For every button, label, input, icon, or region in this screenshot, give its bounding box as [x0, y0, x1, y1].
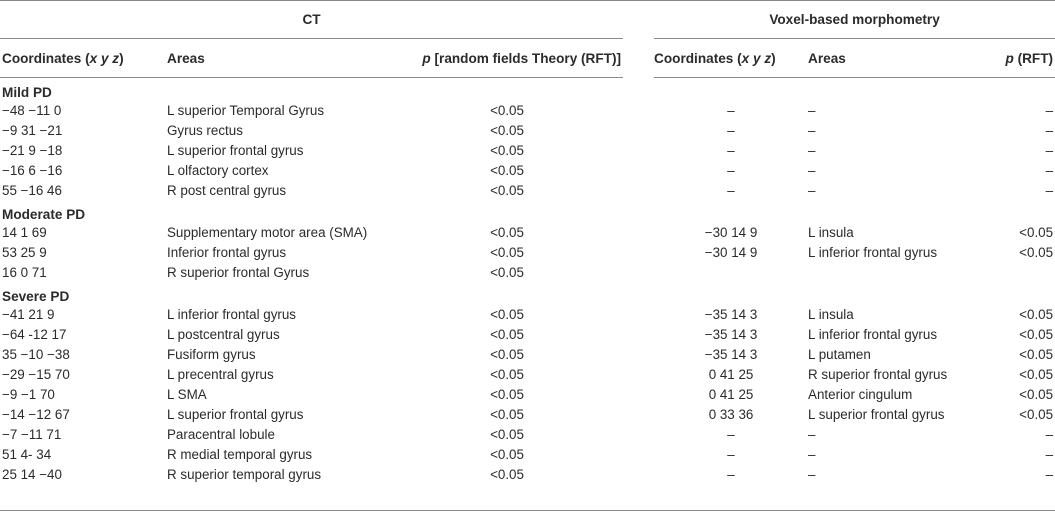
coordinates-cell: 53 25 9 [2, 244, 47, 260]
area-cell: R post central gyrus [167, 182, 287, 198]
p-value-cell: <0.05 [490, 346, 524, 362]
coordinates-cell: −9 31 −21 [2, 122, 63, 138]
vbm-area-cell: – [808, 142, 816, 158]
table-row [0, 100, 1055, 120]
gap-cell [623, 180, 654, 200]
gap-cell [623, 262, 654, 282]
area-cell: L superior Temporal Gyrus [167, 102, 325, 118]
vbm-coordinates-cell: 0 41 25 [708, 386, 754, 402]
p-value-cell: <0.05 [490, 406, 524, 422]
vbm-coordinates-cell: −35 14 3 [704, 306, 758, 322]
vbm-area-cell: L inferior frontal gyrus [808, 326, 938, 342]
vbm-p-value-cell: <0.05 [1019, 244, 1054, 260]
col-header-p-rft: p [random fields Theory (RFT)] [391, 39, 623, 78]
vbm-p-value-cell: – [1045, 446, 1054, 462]
coordinates-cell: 16 0 71 [2, 264, 47, 280]
vbm-p-value-cell: <0.05 [1019, 224, 1054, 240]
area-cell: L postcentral gyrus [167, 326, 280, 342]
gap-cell [623, 324, 654, 344]
vbm-area-cell: L inferior frontal gyrus [808, 244, 938, 260]
vbm-p-value-cell [963, 262, 1055, 282]
p-value-cell: <0.05 [490, 306, 524, 322]
col-header-coordinates: Coordinates (x y z) [0, 39, 165, 78]
gap-cell [623, 140, 654, 160]
vbm-coordinates-cell: 0 33 36 [708, 406, 754, 422]
table-row [0, 464, 1055, 484]
vbm-p-value-cell: – [1045, 122, 1054, 138]
vbm-p-value-cell: <0.05 [1019, 386, 1054, 402]
p-value-cell: <0.05 [490, 102, 524, 118]
area-cell: R medial temporal gyrus [167, 446, 313, 462]
gap-cell [623, 424, 654, 444]
col-header-vbm-p: p (RFT) [963, 39, 1055, 78]
vbm-coordinates-cell: – [727, 122, 735, 138]
coordinates-cell: −48 −11 0 [2, 102, 62, 118]
area-cell: Supplementary motor area (SMA) [167, 224, 368, 240]
table-row [0, 444, 1055, 464]
area-cell: Paracentral lobule [167, 426, 275, 442]
group-gap [623, 0, 654, 39]
table-row [0, 160, 1055, 180]
table-row [0, 242, 1055, 262]
section-header-row [0, 200, 1055, 222]
coordinates-cell: −14 −12 67 [2, 406, 70, 422]
vbm-area-cell: – [808, 182, 816, 198]
vbm-coordinates-cell: – [727, 446, 735, 462]
area-cell: Gyrus rectus [167, 122, 243, 138]
table-row [0, 404, 1055, 424]
p-value-cell: <0.05 [490, 466, 524, 482]
vbm-area-cell: L superior frontal gyrus [808, 406, 945, 422]
coordinates-cell: −41 21 9 [2, 306, 55, 322]
vbm-p-value-cell: <0.05 [1019, 406, 1054, 422]
area-cell: L SMA [167, 386, 207, 402]
gap-cell [623, 242, 654, 262]
coordinates-cell: 14 1 69 [2, 224, 47, 240]
section-header-row [0, 78, 1055, 101]
section-title: Mild PD [2, 85, 52, 100]
table-row [0, 424, 1055, 444]
coordinates-cell: −9 −1 70 [2, 386, 55, 402]
vbm-area-cell: – [808, 122, 816, 138]
vbm-coordinates-cell: – [727, 162, 735, 178]
vbm-coordinates-cell: −30 14 9 [704, 224, 758, 240]
p-value-cell: <0.05 [490, 244, 524, 260]
vbm-area-cell [808, 262, 963, 282]
gap-cell [623, 222, 654, 242]
gap-cell [623, 100, 654, 120]
table-row [0, 262, 1055, 282]
vbm-coordinates-cell [654, 262, 808, 282]
gap-cell [623, 120, 654, 140]
vbm-area-cell: – [808, 162, 816, 178]
vbm-coordinates-cell: −30 14 9 [704, 244, 758, 260]
col-header-gap [623, 39, 654, 78]
vbm-area-cell: – [808, 466, 816, 482]
p-value-cell: <0.05 [490, 182, 524, 198]
vbm-p-value-cell: – [1045, 102, 1054, 118]
coordinates-cell: −7 −11 71 [2, 426, 62, 442]
col-header-areas: Areas [165, 39, 391, 78]
vbm-coordinates-cell: – [727, 102, 735, 118]
bottom-rule [0, 510, 1055, 511]
vbm-p-value-cell: <0.05 [1019, 366, 1054, 382]
gap-cell [623, 344, 654, 364]
col-header-vbm-coordinates: Coordinates (x y z) [654, 39, 808, 78]
p-value-cell: <0.05 [490, 426, 524, 442]
gap-cell [623, 304, 654, 324]
gap-cell [623, 384, 654, 404]
table-row [0, 140, 1055, 160]
table-body [0, 78, 1055, 485]
column-header-row [0, 39, 1055, 78]
table-row [0, 222, 1055, 242]
p-value-cell: <0.05 [490, 162, 524, 178]
gap-cell [623, 444, 654, 464]
coordinates-cell: −29 −15 70 [2, 366, 70, 382]
section-title: Severe PD [2, 289, 70, 304]
vbm-area-cell: – [808, 102, 816, 118]
coordinates-cell: −21 9 −18 [2, 142, 63, 158]
group-header-row [0, 0, 1055, 39]
vbm-p-value-cell: – [1045, 426, 1054, 442]
area-cell: L superior frontal gyrus [167, 142, 304, 158]
section-header-row [0, 282, 1055, 304]
p-value-cell: <0.05 [490, 224, 524, 240]
vbm-area-cell: L insula [808, 306, 854, 322]
vbm-coordinates-cell: −35 14 3 [704, 346, 758, 362]
vbm-coordinates-cell: – [727, 426, 735, 442]
area-cell: R superior temporal gyrus [167, 466, 322, 482]
table-row [0, 324, 1055, 344]
gap-cell [623, 160, 654, 180]
vbm-area-cell: – [808, 426, 816, 442]
ct-group-title: CT [0, 0, 623, 39]
p-value-cell: <0.05 [490, 386, 524, 402]
area-cell: Fusiform gyrus [167, 346, 256, 362]
table-row [0, 344, 1055, 364]
table-row [0, 384, 1055, 404]
coordinates-cell: −16 6 −16 [2, 162, 63, 178]
table-row [0, 180, 1055, 200]
area-cell: L superior frontal gyrus [167, 406, 304, 422]
area-cell: L precentral gyrus [167, 366, 274, 382]
vbm-area-cell: Anterior cingulum [808, 386, 913, 402]
gap-cell [623, 404, 654, 424]
section-title: Moderate PD [2, 207, 86, 222]
vbm-coordinates-cell: – [727, 466, 735, 482]
area-cell: L olfactory cortex [167, 162, 269, 178]
coordinates-cell: 35 −10 −38 [2, 346, 70, 362]
table-row [0, 120, 1055, 140]
p-value-cell: <0.05 [490, 326, 524, 342]
table-row [0, 304, 1055, 324]
p-value-cell: <0.05 [490, 446, 524, 462]
table-row [0, 364, 1055, 384]
vbm-p-value-cell: <0.05 [1019, 346, 1054, 362]
vbm-coordinates-cell: – [727, 142, 735, 158]
vbm-area-cell: L insula [808, 224, 854, 240]
coordinates-cell: −64 -12 17 [2, 326, 67, 342]
vbm-area-cell: – [808, 446, 816, 462]
coordinates-cell: 55 −16 46 [2, 182, 62, 198]
vbm-group-title: Voxel-based morphometry [654, 0, 1055, 39]
vbm-p-value-cell: – [1045, 162, 1054, 178]
vbm-p-value-cell: – [1045, 182, 1054, 198]
vbm-p-value-cell: – [1045, 466, 1054, 482]
vbm-area-cell: L putamen [808, 346, 871, 362]
vbm-coordinates-cell: −35 14 3 [704, 326, 758, 342]
area-cell: L inferior frontal gyrus [167, 306, 297, 322]
vbm-coordinates-cell: 0 41 25 [708, 366, 754, 382]
vbm-coordinates-cell: – [727, 182, 735, 198]
gap-cell [623, 464, 654, 484]
p-value-cell: <0.05 [490, 122, 524, 138]
gap-cell [623, 364, 654, 384]
vbm-area-cell: R superior frontal gyrus [808, 366, 948, 382]
vbm-p-value-cell: <0.05 [1019, 306, 1054, 322]
vbm-p-value-cell: – [1045, 142, 1054, 158]
p-value-cell: <0.05 [490, 264, 524, 280]
col-header-vbm-areas: Areas [808, 39, 963, 78]
p-value-cell: <0.05 [490, 142, 524, 158]
p-value-cell: <0.05 [490, 366, 524, 382]
coordinates-cell: 25 14 −40 [2, 466, 62, 482]
vbm-p-value-cell: <0.05 [1019, 326, 1054, 342]
coordinates-cell: 51 4- 34 [2, 446, 52, 462]
area-cell: R superior frontal Gyrus [167, 264, 310, 280]
area-cell: Inferior frontal gyrus [167, 244, 287, 260]
